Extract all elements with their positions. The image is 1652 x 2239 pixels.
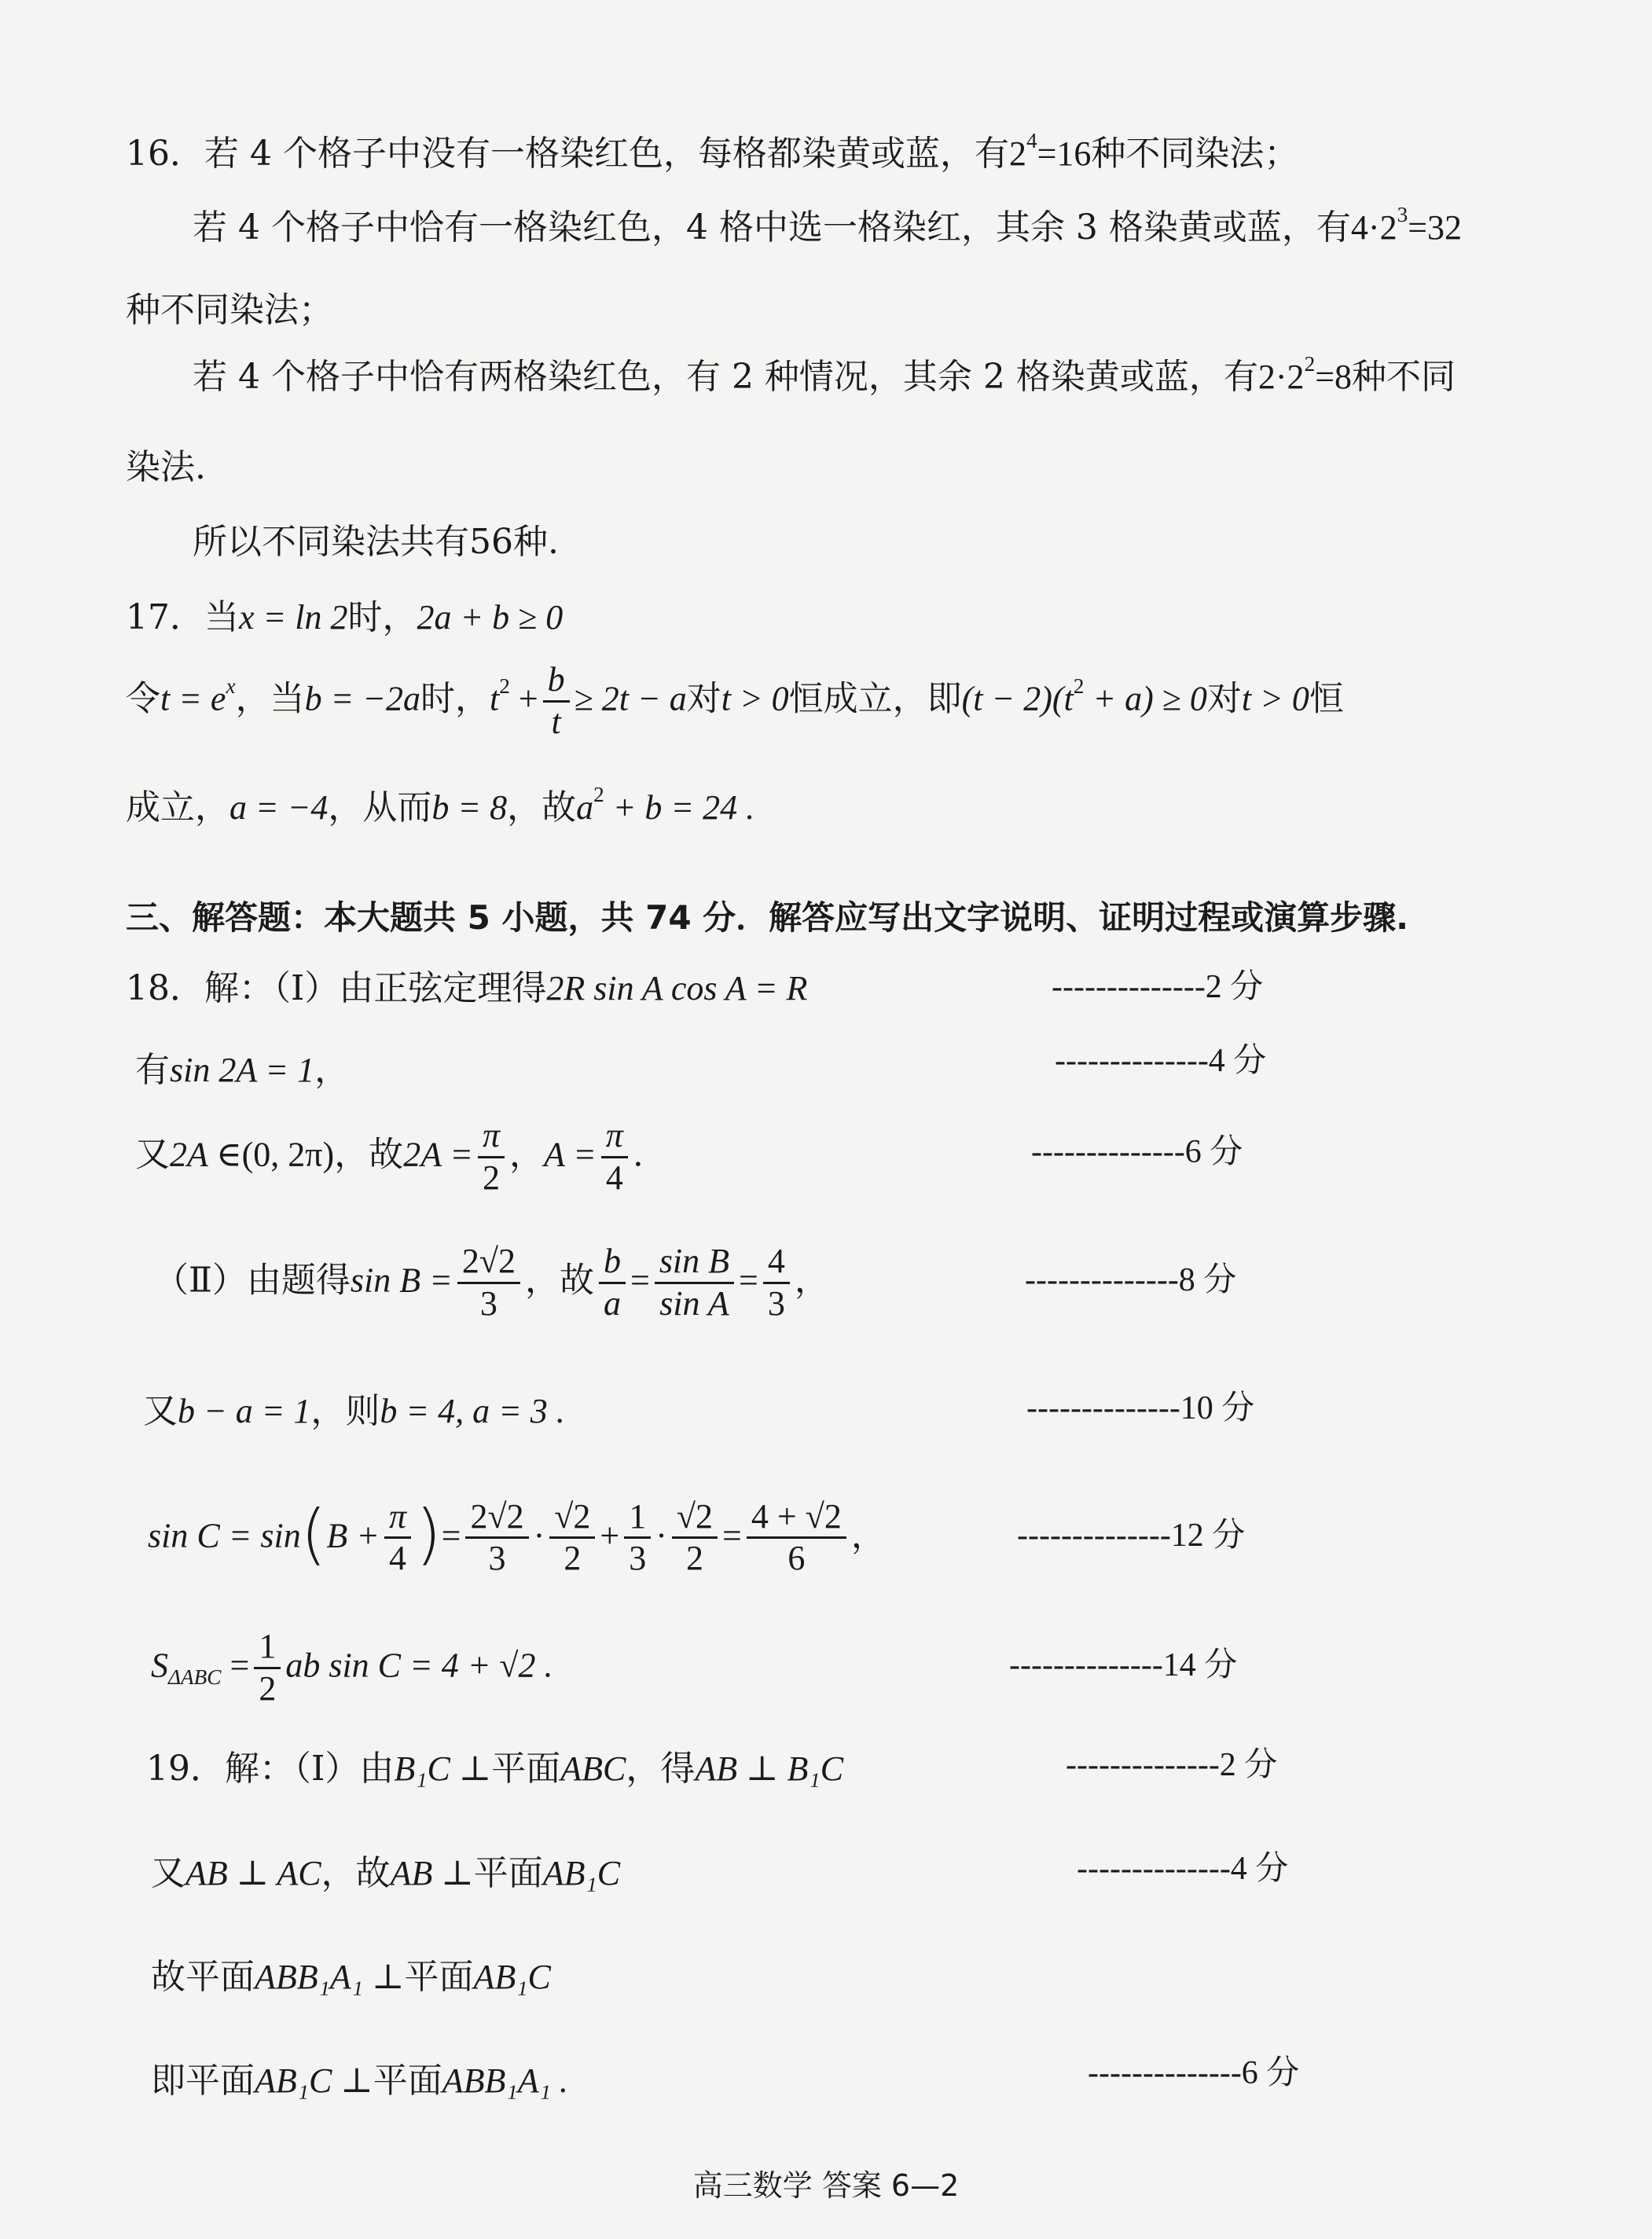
p19-line-1: 19．解：（Ⅰ）由B₁C ⊥平面ABC，得AB ⊥ B₁C — [146, 1749, 844, 1789]
score-marker: --------------2 分 — [1052, 969, 1264, 1005]
score-marker: --------------8 分 — [1025, 1262, 1237, 1298]
p17-line-2: 令$t = e^x$，当b = −2a时，$t^2$ + $\frac{b}{t}$ ≥ 2t − a对t > 0恒成立，即$(t - 2)(t^2 + a) \ge 0$对t > 0恒 — [126, 660, 1344, 741]
p19-line-3: 故平面ABB₁A₁ ⊥平面AB₁C — [151, 1957, 551, 1997]
p18-fraction-b-over-a: $\frac{b}{a}$ — [599, 1242, 626, 1323]
p18-fraction-pi-4: $\frac{\pi}{4}$ — [601, 1116, 628, 1198]
score-marker: --------------14 分 — [1009, 1647, 1238, 1683]
section-heading: 三、解答题：本大题共 5 小题，共 74 分．解答应写出文字说明、证明过程或演算步骤. — [126, 898, 1409, 937]
p18-fraction-2r2-3: $\frac{2√2}{3}$ — [465, 1497, 528, 1579]
p18-line-6: sin C = sin(B + $\frac{\pi}{4}$ )= $\frac{2√2}{3}$ · $\frac{√2}{2}$ + $\frac{1}{3}$ · $\frac{√2}{2}$ = $\frac{4 + √2}{6}$ ， — [148, 1496, 886, 1578]
p16-line-2: 若 4 个格子中恰有一格染红色，4 格中选一格染红，其余 3 格染黄或蓝，有$4\cdot 2^3=32$ — [193, 203, 1463, 248]
p17-fraction-b-over-t: $\frac{b}{t}$ — [543, 660, 570, 742]
p16-line-3: 种不同染法； — [126, 290, 333, 330]
score-marker: --------------2 分 — [1066, 1747, 1278, 1783]
p18-line-2: 有sin 2A = 1， — [135, 1050, 350, 1090]
p18-fraction-pi-2: $\frac{\pi}{2}$ — [478, 1116, 505, 1198]
p17-line-3: 成立，a = −4，从而b = 8，故$a^2 + b = 24$ . — [126, 783, 755, 828]
p18-fraction-4-3: $\frac{4}{3}$ — [763, 1242, 790, 1323]
score-marker: --------------4 分 — [1077, 1851, 1289, 1887]
page-footer: 高三数学 答案 6—2 — [692, 2168, 960, 2203]
p18-fraction-result: $\frac{4 + √2}{6}$ — [747, 1497, 846, 1579]
p18-fraction-sinB-sinA: $\frac{\text{sin B}}{\text{sin A}}$ — [655, 1242, 734, 1323]
p18-line-4: （Ⅱ）由题得sin B = $\frac{2√2}{3}$ ，故 $\frac{b}{a}$ = $\frac{\text{sin B}}{\text{sin A}}$ = $\frac{4}{3}$ ， — [154, 1242, 829, 1323]
p18-fraction-pi-4b: $\frac{\pi}{4}$ — [384, 1497, 411, 1579]
p19-line-2: 又AB ⊥ AC，故AB ⊥平面AB₁C — [151, 1853, 621, 1893]
p16-line-4: 若 4 个格子中恰有两格染红色，有 2 种情况，其余 2 格染黄或蓝，有$2\cdot 2^2=8$种不同 — [193, 352, 1456, 397]
score-marker: --------------12 分 — [1017, 1518, 1246, 1554]
score-marker: --------------4 分 — [1055, 1043, 1267, 1079]
score-marker: --------------6 分 — [1088, 2055, 1300, 2091]
p18-line-3: 又2A ∈(0, 2π)，故2A = $\frac{\pi}{2}$ ，A = $\frac{\pi}{4}$ . — [135, 1116, 644, 1197]
p18-fraction-r2-2a: $\frac{√2}{2}$ — [549, 1497, 595, 1579]
p16-line-1: 16．若 4 个格子中没有一格染红色，每格都染黄或蓝，有$2^4=16$种不同染法； — [126, 129, 1299, 174]
p16-line-5: 染法. — [126, 447, 206, 487]
score-marker: --------------10 分 — [1026, 1390, 1255, 1426]
p17-line-1: 17．当x = ln 2时，2a + b ≥ 0 — [126, 597, 564, 637]
p18-line-5: 又b − a = 1，则b = 4, a = 3 . — [143, 1391, 565, 1431]
p18-fraction-r2-2b: $\frac{√2}{2}$ — [672, 1497, 718, 1579]
p16-line-6: 所以不同染法共有56种. — [193, 522, 559, 562]
p18-line-7: $S_{\Delta ABC}$ = $\frac{1}{2}$ ab sin C = 4 + √2 . — [151, 1627, 553, 1708]
p18-fraction-1-3: $\frac{1}{3}$ — [624, 1497, 651, 1579]
p18-fraction-1-2: $\frac{1}{2}$ — [254, 1627, 281, 1709]
p19-line-4: 即平面AB₁C ⊥平面ABB₁A₁ . — [151, 2061, 568, 2101]
p18-line-1: 18．解：（Ⅰ）由正弦定理得2R sin A cos A = R — [126, 968, 808, 1008]
p18-fraction-sinB: $\frac{2√2}{3}$ — [457, 1242, 520, 1323]
score-marker: --------------6 分 — [1031, 1134, 1243, 1170]
